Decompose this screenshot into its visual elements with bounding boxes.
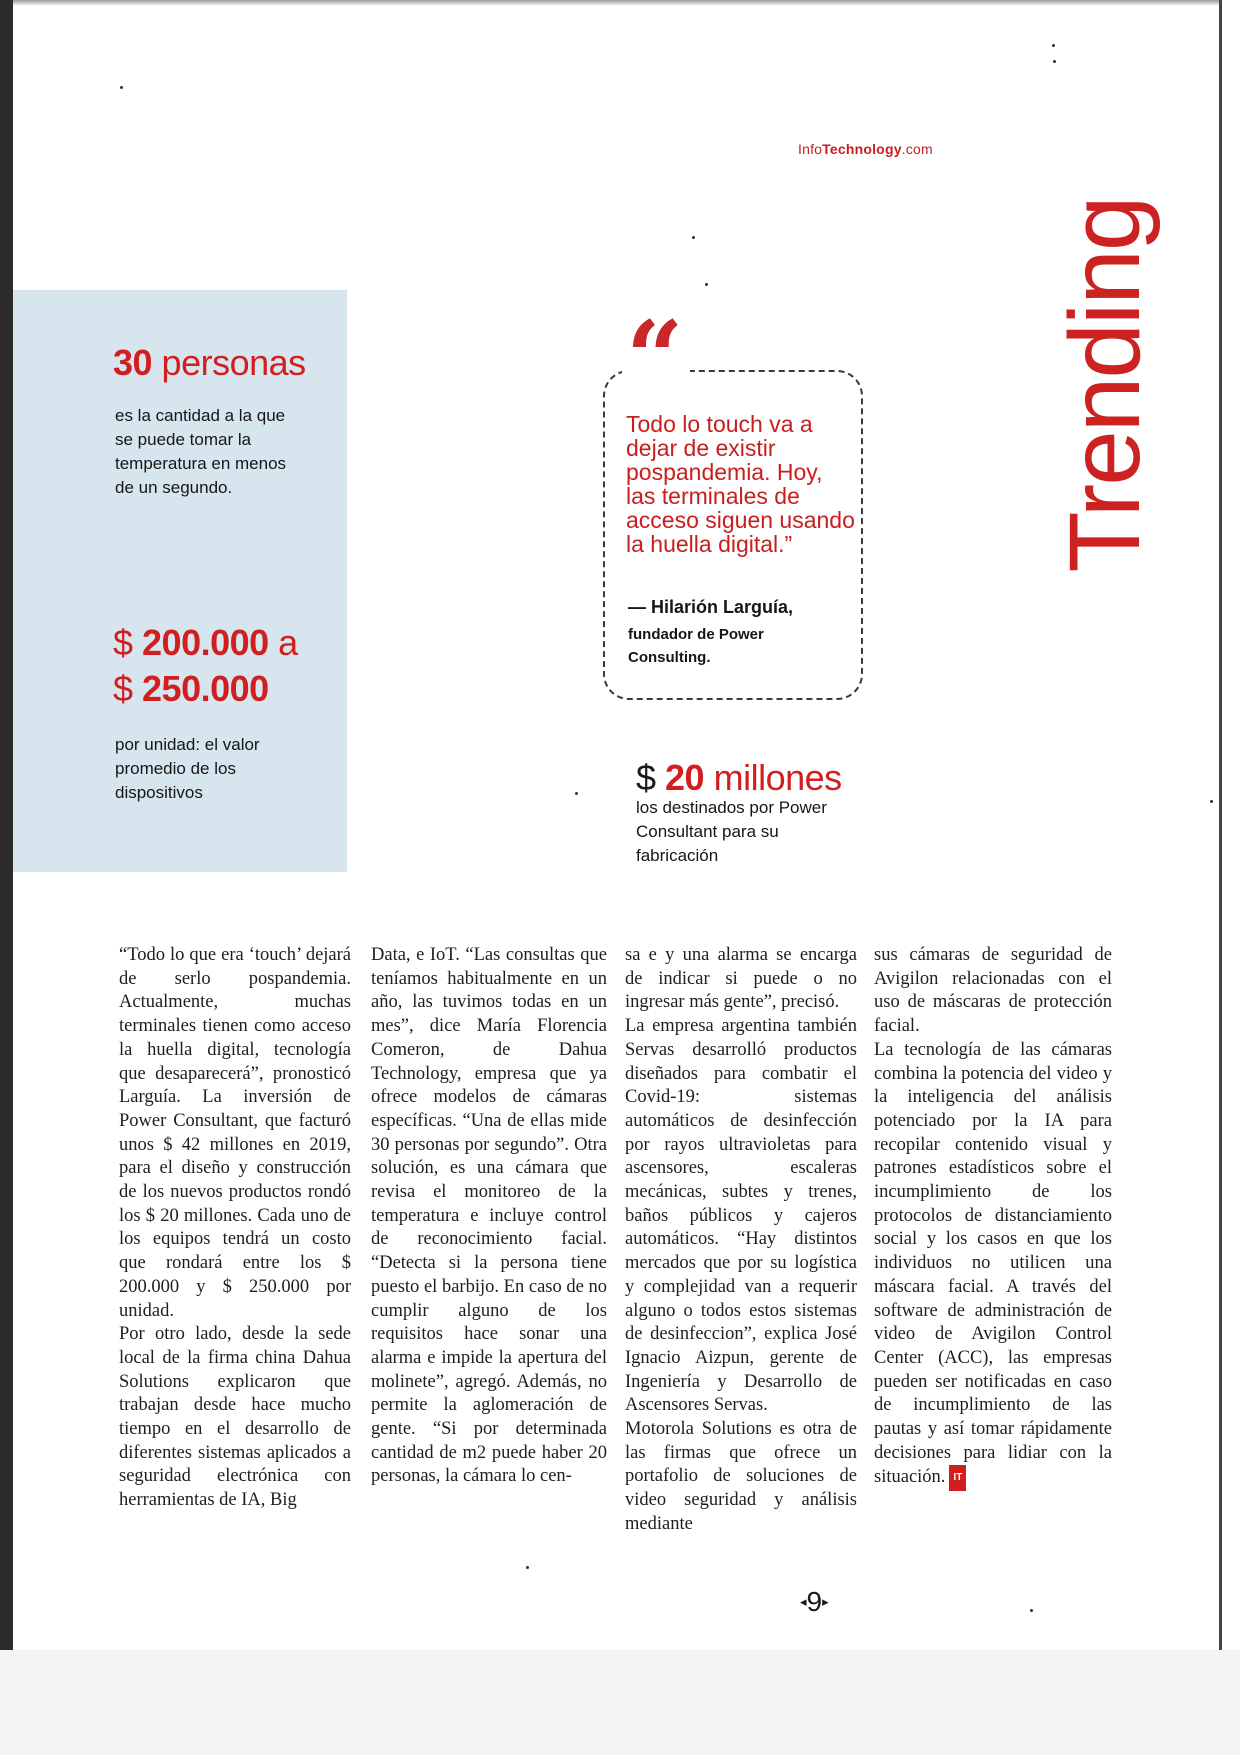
scan-speck bbox=[120, 86, 123, 89]
article-paragraph bbox=[874, 1039, 1112, 1491]
arrow-right-icon: ▸ bbox=[822, 1594, 829, 1609]
scan-edge-top bbox=[0, 0, 1220, 6]
quote-author-role: fundador de Power Consulting. bbox=[628, 626, 764, 666]
article-column-1 bbox=[119, 944, 351, 1513]
article-paragraph: Motorola Solutions es otra de las firmas que ofrece un portafolio de soluciones de video seguridad y análisis mediante bbox=[625, 1419, 857, 1534]
article-paragraph: “Todo lo que era ‘touch’ dejará de serlo pospandemia. Actualmente, muchas terminales tienen como acceso la huella digital, tecnología que desaparecerá”, pronosticó Larguía. La inversión de Power Consultant, que facturó unos $ 42 millones en 2019, para el diseño y construcción de los nuevos productos rondó los $ 20 millones. Cada uno de los equipos tendrá un costo que rondará entre los $ 200.000 y $ 250.000 por unidad. bbox=[119, 945, 351, 1321]
quote-author: — Hilarión Larguía, bbox=[628, 597, 794, 617]
article-paragraph: sus cámaras de seguridad de Avigilon relacionadas con el uso de máscaras de protección facial. bbox=[874, 945, 1112, 1037]
end-of-article-mark: IT bbox=[949, 1465, 966, 1491]
scan-speck bbox=[526, 1566, 529, 1569]
scan-speck bbox=[705, 283, 708, 286]
article-paragraph: Data, e IoT. “Las consultas que teníamos habitualmente en un año, las tuvimos todas en un mes”, dice María Florencia Comeron, de Dahua Technology, empresa que ya ofrece modelos de cámaras específicas. “Una de ellas mide 30 personas por segundo”. Otra solución, es una cámara que revisa el monitoreo de la temperatura e incluye control de reconocimiento facial. “Detecta si la persona tiene puesto el barbijo. En caso de no cumplir alguno de los requisitos hace sonar una alarma e impide la apertura del molinete”, agregó. Además, no permite la aglomeración de gente. “Si por determinada cantidad de m2 puede haber 20 personas, la cámara lo cen- bbox=[371, 945, 607, 1487]
scan-speck bbox=[1210, 800, 1213, 803]
stat-price-line2: $ 250.000 bbox=[113, 668, 269, 709]
stat-persons-title: 30 personas bbox=[113, 342, 306, 383]
stat-investment-text: los destinados por Power Consultant para su fabricación bbox=[636, 798, 827, 865]
pull-quote-text: Todo lo touch va a dejar de existir pospandemia. Hoy, las terminales de acceso siguen usando la huella digital.” bbox=[626, 411, 855, 557]
stat-price-text: por unidad: el valor promedio de los dispositivos bbox=[115, 735, 260, 802]
scan-margin-bottom bbox=[0, 1650, 1240, 1755]
article-paragraph: La empresa argentina también Servas desarrolló productos diseñados para combatir el Covid-19: sistemas automáticos de desinfección por rayos ultravioletas para ascensores, escaleras mecánicas, subtes y trenes, baños públicos y cajeros automáticos. “Hay distintos mercados que por su logística y complejidad van a requerir alguno o todos estos sistemas de desinfeccion”, explica José Ignacio Aizpun, gerente de Ingeniería y Desarrollo de Ascensores Servas. bbox=[625, 1016, 857, 1416]
scan-speck bbox=[575, 792, 578, 795]
scan-speck bbox=[692, 236, 695, 239]
page-number: ◂9▸ bbox=[800, 1586, 829, 1617]
site-url: InfoTechnology.com bbox=[798, 141, 933, 157]
scan-edge-right bbox=[1219, 0, 1222, 1650]
stat-price-line1: $ 200.000 a bbox=[113, 622, 298, 663]
article-column-2 bbox=[371, 944, 607, 1489]
scan-speck bbox=[1030, 1609, 1033, 1612]
stat-investment-title: $ 20 millones bbox=[636, 757, 842, 798]
quote-mark-icon: “ bbox=[622, 308, 690, 408]
section-title: Trending bbox=[1049, 197, 1161, 573]
article-paragraph: sa e y una alarma se encarga de indicar si puede o no ingresar más gente”, precisó. bbox=[625, 945, 857, 1013]
article-paragraph-text: La tecnología de las cámaras combina la potencia del video y la inteligencia del análisis potenciado por la IA para recopilar contenido visual y patrones estadísticos sobre el incumplimiento de los protocolos de distanciamiento social y los casos en que los individuos no utilicen una máscara facial. A través del software de administración de video de Avigilon Control Center (ACC), las empresas pueden ser notificadas en caso de incumplimiento de las pautas y así tomar rápidamente decisiones para lidiar con la situación. bbox=[874, 1039, 1112, 1488]
scan-speck bbox=[1053, 60, 1056, 63]
article-column-4 bbox=[874, 944, 1112, 1491]
article-paragraph: Por otro lado, desde la sede local de la firma china Dahua Solutions explicaron que trabajan desde hace mucho tiempo en el desarrollo de diferentes sistemas aplicados a seguridad electrónica con herramientas de IA, Big bbox=[119, 1324, 351, 1511]
article-column-3 bbox=[625, 944, 857, 1537]
scan-edge-left bbox=[0, 0, 13, 1650]
scan-speck bbox=[1052, 44, 1055, 47]
arrow-left-icon: ◂ bbox=[800, 1594, 807, 1609]
stat-persons-text: es la cantidad a la que se puede tomar la temperatura en menos de un segundo. bbox=[115, 406, 287, 497]
